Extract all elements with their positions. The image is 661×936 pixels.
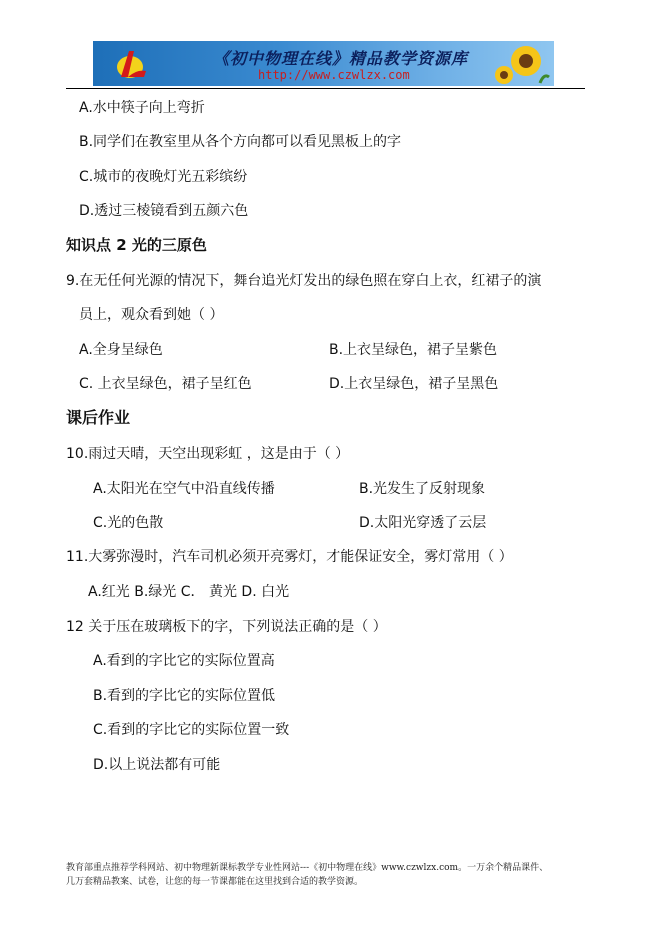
q10-option-d: D.太阳光穿透了云层: [359, 515, 487, 531]
q12-option-d: D.以上说法都有可能: [93, 757, 221, 773]
q12-stem: 12 关于压在玻璃板下的字，下列说法正确的是（ ）: [66, 619, 387, 635]
q12-option-c: C.看到的字比它的实际位置一致: [93, 722, 290, 738]
footer-line2: 几万套精品教案、试卷，让您的每一节课都能在这里找到合适的教学资源。: [66, 877, 364, 887]
q9-option-c: C. 上衣呈绿色，裙子呈红色: [79, 376, 252, 392]
q9-stem-line1: 9.在无任何光源的情况下，舞台追光灯发出的绿色照在穿白上衣，红裙子的演: [66, 273, 542, 289]
q10-stem: 10.雨过天晴，天空出现彩虹 ，这是由于（ ）: [66, 446, 350, 462]
q8-option-a: A.水中筷子向上弯折: [79, 100, 205, 116]
q12-option-b: B.看到的字比它的实际位置低: [93, 688, 276, 704]
q9-option-b: B.上衣呈绿色，裙子呈紫色: [329, 342, 498, 358]
q8-option-b: B.同学们在教室里从各个方向都可以看见黑板上的字: [79, 134, 402, 150]
q9-stem-line2: 员上，观众看到她（ ）: [79, 307, 224, 323]
site-logo-icon: [115, 47, 149, 81]
q9-option-d: D.上衣呈绿色，裙子呈黑色: [329, 376, 499, 392]
knowledge-point-heading: 知识点 2 光的三原色: [66, 236, 207, 254]
q11-stem: 11.大雾弥漫时，汽车司机必须开亮雾灯，才能保证安全，雾灯常用（ ）: [66, 549, 513, 565]
header-url: http://www.czwlzx.com: [258, 68, 410, 82]
q8-option-d: D.透过三棱镜看到五颜六色: [79, 203, 249, 219]
q10-option-a: A.太阳光在空气中沿直线传播: [93, 481, 275, 497]
q11-options: A.红光 B.绿光 C． 黄光 D. 白光: [88, 584, 290, 600]
header-banner: [93, 41, 554, 86]
q12-option-a: A.看到的字比它的实际位置高: [93, 653, 275, 669]
q8-option-c: C.城市的夜晚灯光五彩缤纷: [79, 169, 248, 185]
header-title: 《初中物理在线》精品教学资源库: [213, 49, 469, 68]
q10-option-c: C.光的色散: [93, 515, 164, 531]
sunflower-icon: [492, 43, 550, 85]
homework-heading: 课后作业: [66, 408, 131, 427]
q10-option-b: B.光发生了反射现象: [359, 481, 486, 497]
q9-option-a: A.全身呈绿色: [79, 342, 163, 358]
footer-line1: 教育部重点推荐学科网站、初中物理新课标教学专业性网站---《初中物理在线》www.czwlzx.com。一万余个精品课件、: [66, 863, 549, 873]
header-divider: [66, 88, 585, 89]
